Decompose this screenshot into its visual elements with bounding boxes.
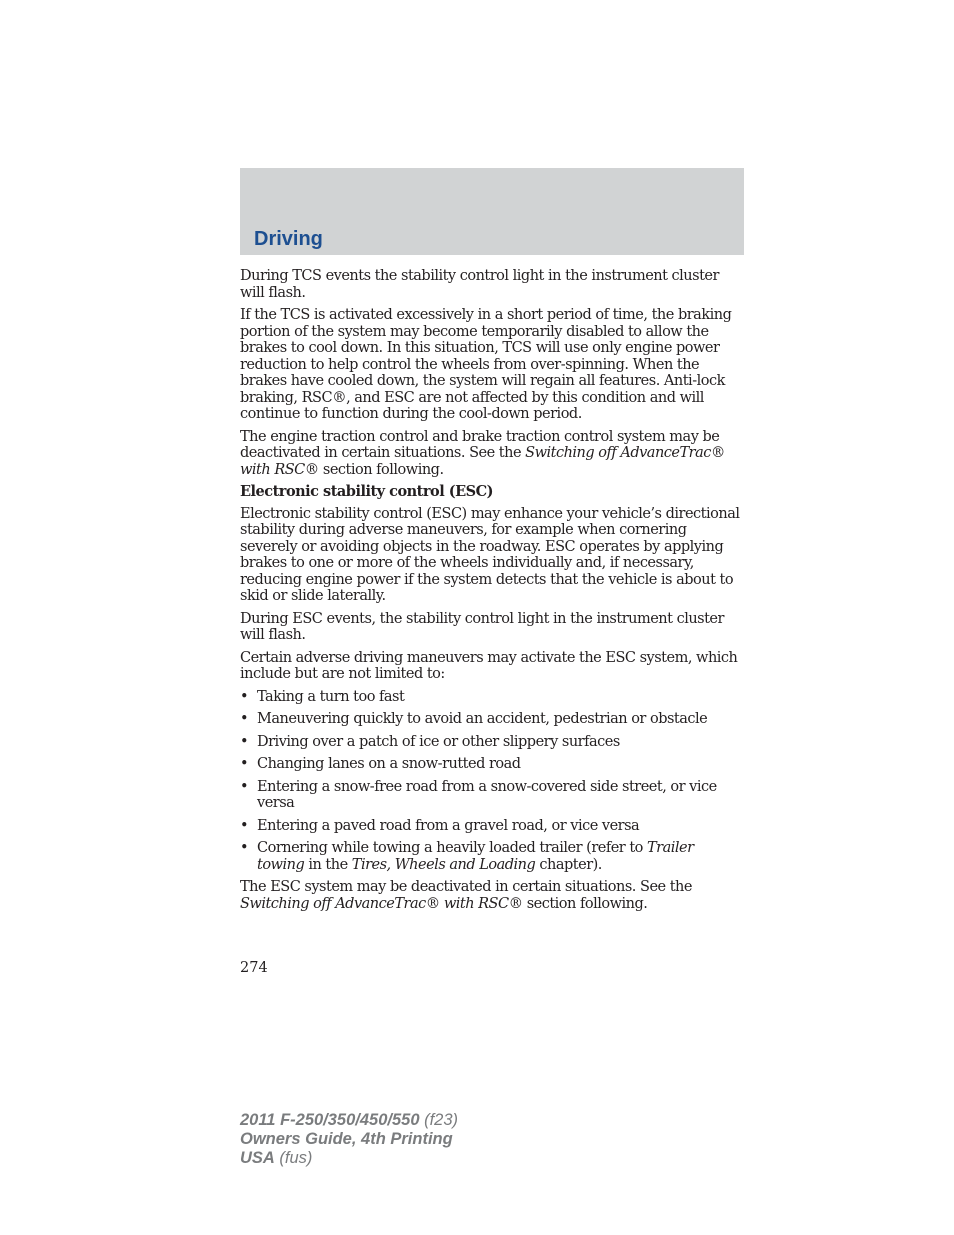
maneuver-list xyxy=(240,689,744,874)
section-title: Driving xyxy=(254,228,323,250)
list-item xyxy=(240,734,744,751)
cross-reference: Switching off AdvanceTrac® with RSC® xyxy=(240,895,523,912)
paragraph-esc-description: Electronic stability control (ESC) may enhance your vehicle’s directional stability during adverse maneuvers, for example when cornering severely or avoiding objects in the roadway. ESC operates by applying brakes to one or more of the wheels individually and, if necessary, reducing engine power if the system detects that the vehicle is about to skid or slide laterally. xyxy=(240,505,740,604)
page-content xyxy=(240,268,744,918)
footer-edition-line: Owners Guide, 4th Printing xyxy=(240,1130,453,1148)
paragraph-traction-deactivation xyxy=(240,429,744,479)
bullet-icon: • xyxy=(240,756,249,772)
text-run: (f23) xyxy=(419,1111,459,1129)
text-run: chapter). xyxy=(535,856,602,873)
bullet-icon: • xyxy=(240,778,249,795)
cross-reference: Switching off AdvanceTrac® with RSC® xyxy=(240,445,725,478)
bullet-icon: • xyxy=(240,840,249,856)
cross-reference: Trailer towing xyxy=(257,840,694,873)
paragraph-tcs-cooldown: If the TCS is activated excessively in a short period of time, the braking portion of the system may become temporarily disabled to allow the brakes to cool down. In this situation, TCS will use only engine power reduction to help control the wheels from over-spinning. When the brakes have cooled down, the system will regain all features. Anti-lock braking, RSC®, and ESC are not affected by this condition and will continue to function during the cool-down period. xyxy=(240,307,732,422)
footer-market-line xyxy=(240,1149,458,1168)
text-run: USA xyxy=(240,1149,275,1167)
list-item xyxy=(240,756,744,773)
paragraph-tcs-flash: During TCS events the stability control light in the instrument cluster will flash. xyxy=(240,268,719,301)
list-item xyxy=(240,711,744,728)
section-header-bar xyxy=(240,168,744,255)
list-item-text: Maneuvering quickly to avoid an accident, pedestrian or obstacle xyxy=(257,711,708,727)
bullet-icon: • xyxy=(240,688,249,705)
list-item xyxy=(240,689,744,706)
text-run: The ESC system may be deactivated in certain situations. See the xyxy=(240,879,692,895)
list-item xyxy=(240,840,744,873)
esc-heading: Electronic stability control (ESC) xyxy=(240,483,494,500)
paragraph-esc-deactivation xyxy=(240,879,744,912)
cross-reference: Tires, Wheels and Loading xyxy=(351,856,536,873)
document-footer xyxy=(240,1111,458,1168)
page-number: 274 xyxy=(240,960,268,976)
text-run: The engine traction control and brake traction control system may be deactivated in certain situations. See the xyxy=(240,428,720,461)
list-item-text: Taking a turn too fast xyxy=(257,688,405,705)
text-run: section following. xyxy=(522,895,648,912)
text-run: in the xyxy=(304,856,352,873)
list-item xyxy=(240,779,744,812)
bullet-icon: • xyxy=(240,817,249,834)
list-item-text: Driving over a patch of ice or other slippery surfaces xyxy=(257,733,620,750)
list-item xyxy=(240,818,744,835)
footer-model-line xyxy=(240,1111,458,1130)
list-item-text: Entering a snow-free road from a snow-covered side street, or vice versa xyxy=(257,778,717,811)
bullet-icon: • xyxy=(240,733,249,750)
bullet-icon: • xyxy=(240,711,249,727)
list-item-text: Entering a paved road from a gravel road, or vice versa xyxy=(257,817,640,834)
text-run: section following. xyxy=(318,461,444,478)
text-run: (fus) xyxy=(274,1149,313,1167)
text-run: 2011 F-250/350/450/550 xyxy=(240,1111,420,1129)
paragraph-esc-flash: During ESC events, the stability control light in the instrument cluster will flash. xyxy=(240,610,724,643)
text-run: Cornering while towing a heavily loaded trailer (refer to xyxy=(257,840,647,856)
paragraph-esc-maneuvers: Certain adverse driving maneuvers may activate the ESC system, which include but are not limited to: xyxy=(240,649,738,682)
list-item-text: Changing lanes on a snow-rutted road xyxy=(257,756,521,772)
